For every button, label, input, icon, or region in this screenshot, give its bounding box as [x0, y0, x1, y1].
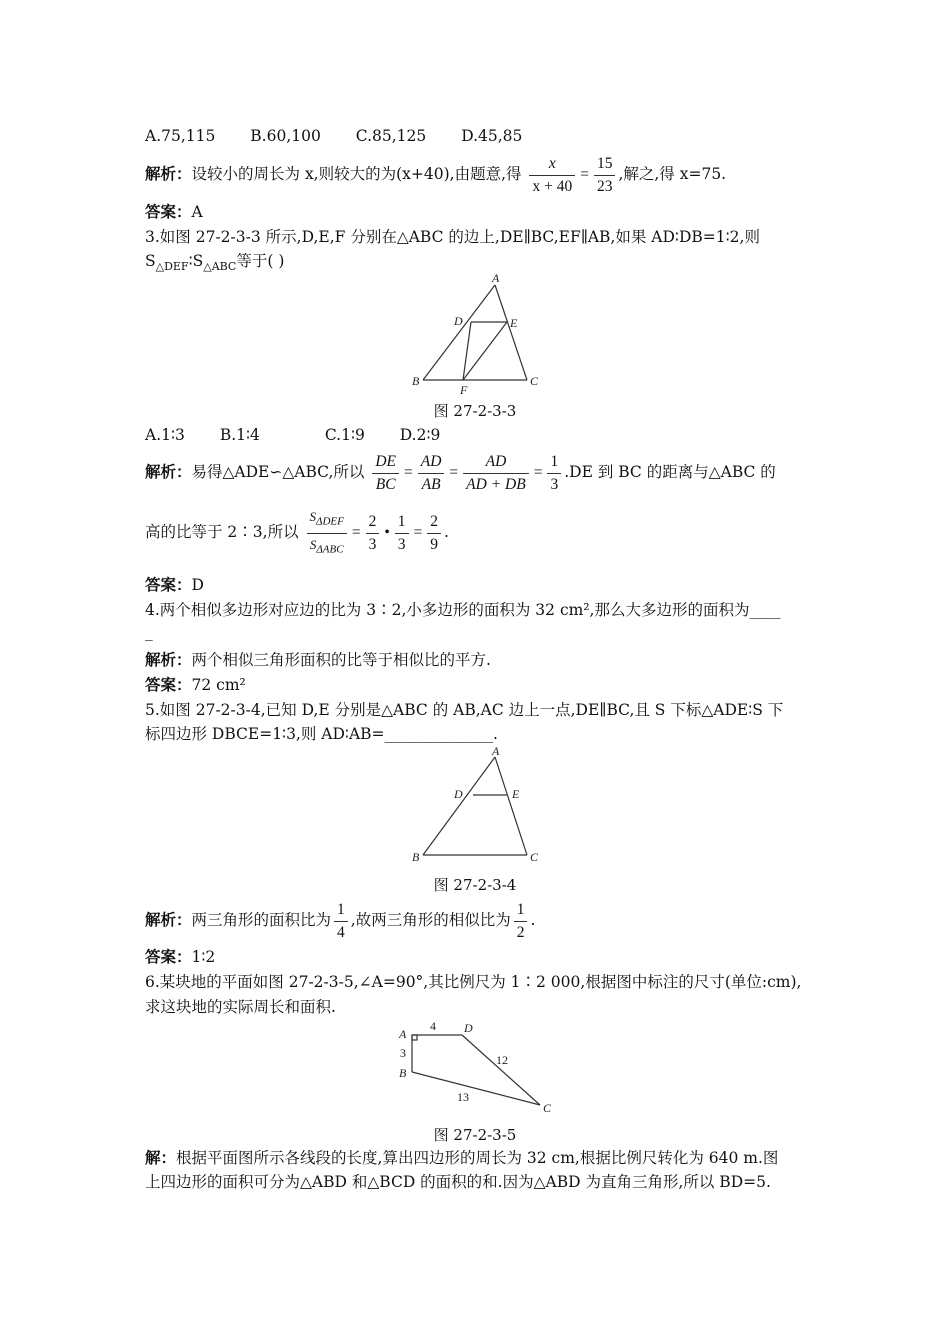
answer-label: 答案：: [145, 202, 192, 221]
analysis-label: 解析：: [145, 164, 192, 183]
label-d: D: [464, 1021, 473, 1035]
fraction: $\frac{x}{x + 40}$: [529, 153, 575, 198]
q6-stem-line2: 求这块地的实际周长和面积.: [145, 998, 336, 1016]
edge-ac: [495, 285, 527, 380]
answer-value: D: [191, 576, 204, 594]
fraction: $\frac{AD}{AD + DB}$: [463, 451, 529, 496]
figure-27-2-3-3: [405, 270, 555, 400]
q5-analysis: 解析：两三角形的面积比为 $\frac{1}{4}$ ,故两三角形的相似比为 $\frac{1}{2}$ .: [145, 898, 535, 944]
label-c: C: [543, 1101, 552, 1115]
label-a: A: [492, 271, 500, 285]
answer-value: 1∶2: [191, 948, 216, 966]
analysis-text: 两三角形的面积比为: [191, 911, 332, 929]
answer-value: A: [191, 203, 203, 221]
label-a: A: [492, 745, 500, 758]
edge-ab: [423, 757, 495, 855]
answer-value: 72 cm²: [191, 676, 246, 694]
q2-analysis: [145, 152, 726, 198]
q3-stem: 3.如图 27-2-3-3 所示,D,E,F 分别在△ABC 的边上,DE∥BC,EF∥AB,如果 AD∶DB=1∶2,则: [145, 228, 760, 246]
fraction: $\frac{DE}{BC}$: [372, 451, 399, 496]
fraction: $\frac{2}{9}$: [427, 511, 441, 556]
q6-stem: 6.某块地的平面如图 27-2-3-5,∠A=90°,其比例尺为 1∶2 000,根据图中标注的尺寸(单位:cm),: [145, 973, 802, 991]
analysis-text: ,故两三角形的相似比为: [350, 911, 511, 929]
analysis-label: 解析：: [145, 910, 192, 929]
figure-27-2-3-5: [390, 1017, 570, 1122]
fraction: $\frac{1}{3}$: [395, 511, 409, 556]
solution-label: 解：: [145, 1148, 177, 1167]
figure-27-2-3-4: [405, 745, 555, 870]
edge-ab: [423, 285, 495, 380]
option-a: A.1∶3: [145, 426, 185, 444]
label-bc-length: 13: [457, 1090, 469, 1104]
label-b: B: [399, 1066, 407, 1080]
fraction: $\frac{2}{3}$: [366, 511, 380, 556]
q5-stem-line2: 标四边形 DBCE=1∶3,则 AD∶AB=______________.: [145, 725, 498, 743]
option-b: B.1∶4: [219, 426, 260, 444]
option-d: D.45,85: [461, 127, 523, 145]
q3-answer: [145, 575, 204, 595]
option-c: C.1∶9: [324, 426, 365, 444]
analysis-text: .DE 到 BC 的距离与△ABC 的: [564, 463, 776, 481]
solution-text-line2: 上四边形的面积可分为△ABD 和△BCD 的面积的和.因为△ABD 为直角三角形,所以 BD=5.: [145, 1173, 771, 1191]
label-d: D: [454, 787, 463, 801]
answer-label: 答案：: [145, 675, 192, 694]
fraction: $\frac{S_{\Delta DEF}}{S_{\Delta ABC}}$: [307, 506, 347, 560]
label-c: C: [530, 374, 539, 388]
label-b: B: [412, 850, 420, 864]
edge-ac: [495, 757, 527, 855]
analysis-label: 解析：: [145, 650, 192, 669]
option-b: B.60,100: [250, 127, 321, 145]
q3-stem-line2: $S_{\triangle DEF}∶S_{\triangle ABC}$等于( ): [145, 252, 285, 274]
q5-stem: 5.如图 27-2-3-4,已知 D,E 分别是△ABC 的 AB,AC 边上一点,DE∥BC,且 S 下标△ADE∶S 下: [145, 701, 784, 719]
analysis-text: 设较小的周长为 x,则较大的为(x+40),由题意,得: [191, 165, 522, 183]
q3-options: [145, 425, 440, 445]
label-d: D: [454, 314, 463, 328]
q4-stem-tail: _: [145, 623, 153, 641]
q4-analysis: [145, 650, 491, 670]
analysis-text: ,解之,得 x=75.: [618, 165, 727, 183]
option-d: D.2∶9: [399, 426, 441, 444]
analysis-label: 解析：: [145, 462, 192, 481]
right-angle-mark: [412, 1035, 417, 1040]
answer-label: 答案：: [145, 575, 192, 594]
label-c: C: [530, 850, 539, 864]
caption: 图 27-2-3-4: [433, 876, 517, 894]
fraction: $\frac{1}{2}$: [514, 899, 528, 944]
option-a: A.75,115: [145, 127, 216, 145]
label-a: A: [399, 1027, 407, 1041]
label-ad-length: 4: [430, 1019, 436, 1033]
q3-analysis-line2: 高的比等于 2∶3,所以 $\frac{S_{\Delta DEF}}{S_{\Delta ABC}}$ = $\frac{2}{3}$ • $\frac{1}{3}$ = $\frac{2}{9}$ .: [145, 506, 449, 560]
caption: 图 27-2-3-5: [433, 1126, 517, 1144]
label-f: F: [460, 383, 468, 397]
q2-options: [145, 126, 522, 146]
q5-answer: [145, 947, 215, 967]
solution-text: 根据平面图所示各线段的长度,算出四边形的周长为 32 cm,根据比例尺转化为 640 m.图: [176, 1149, 779, 1167]
label-dc-length: 12: [496, 1053, 508, 1067]
caption: 图 27-2-3-3: [433, 402, 517, 420]
label-e: E: [510, 316, 518, 330]
option-c: C.85,125: [355, 127, 427, 145]
fraction: $\frac{1}{4}$: [334, 899, 348, 944]
equals: =: [580, 166, 589, 183]
q4-stem: 4.两个相似多边形对应边的比为 3∶2,小多边形的面积为 32 cm²,那么大多边形的面积为____: [145, 601, 781, 619]
fraction: $\frac{1}{3}$: [547, 451, 561, 496]
label-ab-length: 3: [400, 1046, 406, 1060]
analysis-text: 易得△ADE∽△ABC,所以: [191, 463, 365, 481]
answer-label: 答案：: [145, 947, 192, 966]
q6-solution: [145, 1148, 778, 1168]
analysis-text: 两个相似三角形面积的比等于相似比的平方.: [191, 651, 491, 669]
label-e: E: [512, 787, 520, 801]
analysis-text: 高的比等于 2∶3,所以: [145, 523, 299, 542]
fraction: $\frac{AD}{AB}$: [418, 451, 445, 496]
q2-answer: [145, 202, 203, 222]
label-b: B: [412, 374, 420, 388]
fraction: $\frac{15}{23}$: [594, 153, 616, 198]
q4-answer: [145, 675, 246, 695]
q3-analysis: 解析：易得△ADE∽△ABC,所以 $\frac{DE}{BC}$ = $\frac{AD}{AB}$ = $\frac{AD}{AD + DB}$ = $\frac{1}{3}$ .DE 到 BC 的距离与△ABC 的: [145, 448, 776, 497]
